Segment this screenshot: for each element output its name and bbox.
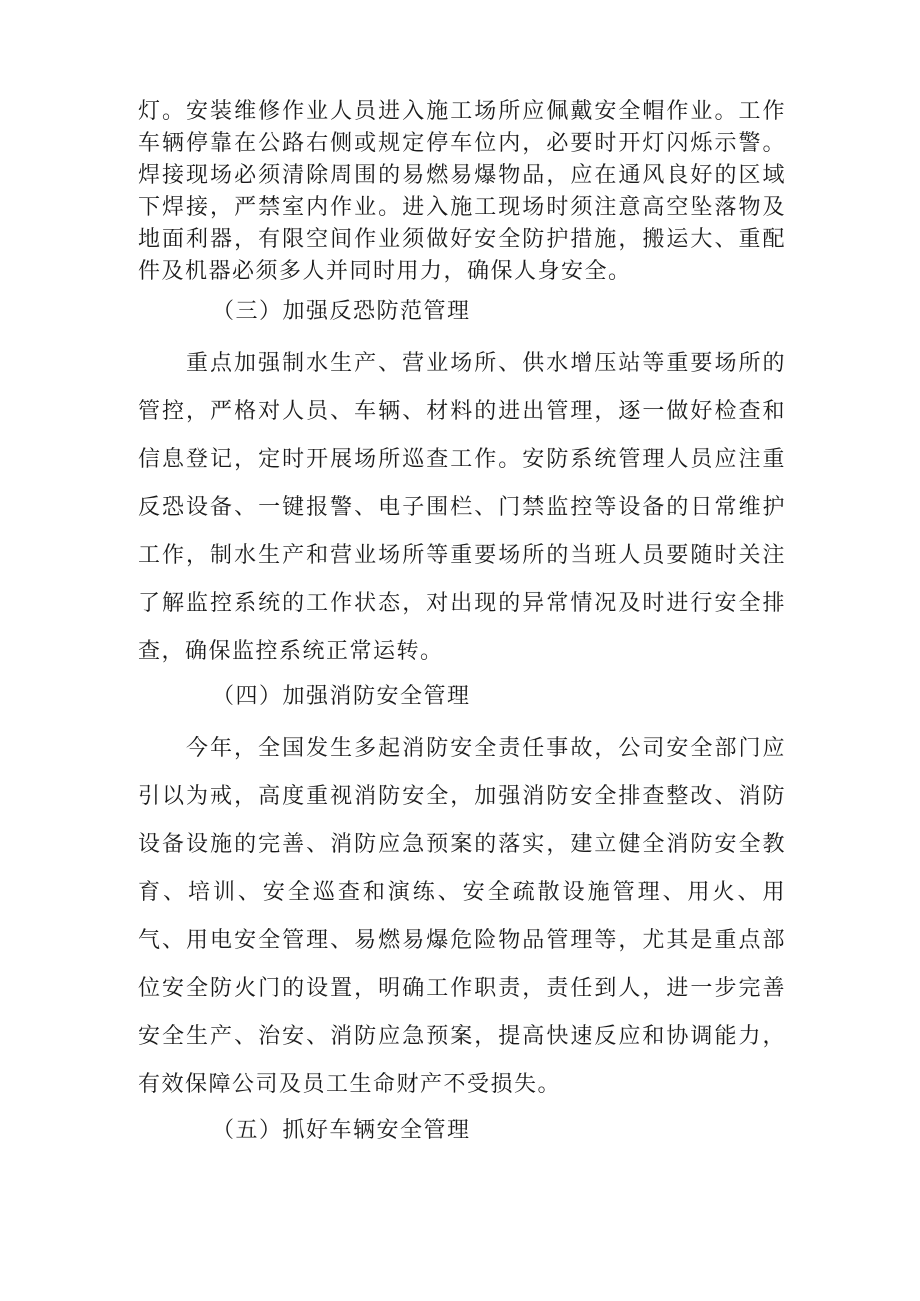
section-heading-4: （四）加强消防安全管理 — [212, 684, 471, 709]
paragraph-continued: 灯。安装维修作业人员进入施工场所应佩戴安全帽作业。工作车辆停靠在公路右侧或规定停车位内，必要时开灯闪烁示警。焊接现场必须清除周围的易燃易爆物品，应在通风良好的区域下焊接，严禁室内作业。进入施工现场时须注意高空坠落物及地面利器，有限空间作业须做好安全防护措施，搬运大、重配件及机器必须多人并同时用力，确保人身安全。 — [138, 99, 786, 284]
section-heading-5: （五）抓好车辆安全管理 — [212, 1118, 471, 1143]
section-heading-3: （三）加强反恐防范管理 — [212, 299, 471, 324]
paragraph-fire-safety: 今年，全国发生多起消防安全责任事故，公司安全部门应引以为戒，高度重视消防安全，加强消防安全排查整改、消防设备设施的完善、消防应急预案的落实，建立健全消防安全教育、培训、安全巡查和演练、安全疏散设施管理、用火、用气、用电安全管理、易燃易爆危险物品管理等，尤其是重点部位安全防火门的设置，明确工作职责，责任到人，进一步完善安全生产、治安、消防应急预案，提高快速反应和协调能力，有效保障公司及员工生命财产不受损失。 — [138, 736, 786, 1097]
paragraph-anti-terrorism: 重点加强制水生产、营业场所、供水增压站等重要场所的管控，严格对人员、车辆、材料的进出管理，逐一做好检查和信息登记，定时开展场所巡查工作。安防系统管理人员应注重反恐设备、一键报警、电子围栏、门禁监控等设备的日常维护工作，制水生产和营业场所等重要场所的当班人员要随时关注了解监控系统的工作状态，对出现的异常情况及时进行安全排查，确保监控系统正常运转。 — [138, 351, 786, 664]
